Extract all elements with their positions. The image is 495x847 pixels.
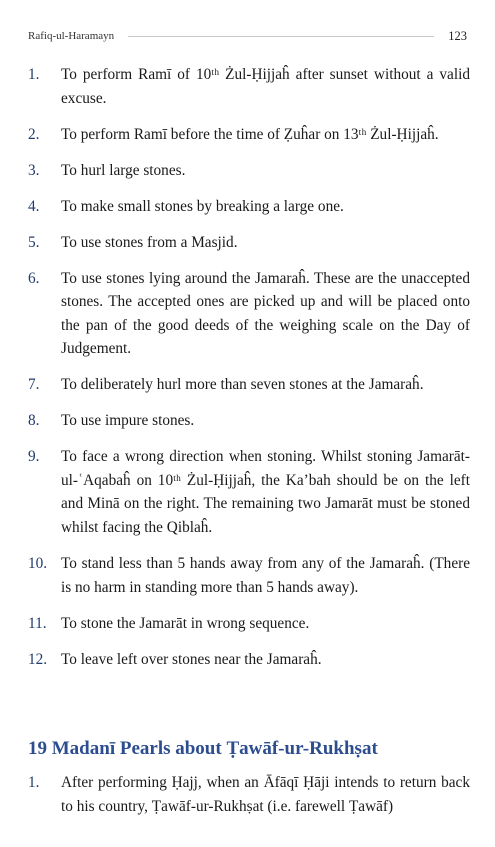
item-text: To hurl large stones. — [61, 161, 186, 179]
header-rule — [128, 36, 434, 37]
item-number: 7. — [28, 376, 40, 394]
list-item — [28, 612, 470, 636]
item-text: To face a wrong direction when stoning. Whilst stoning Jamarāt-ul-ʿAqabaĥ on 10ᵗʰ Żul-Ḥijjaĥ, the Ka’bah should be on the left and Minā on the right. The remaining two Jamarāt must be stoned whilst facing the Qiblaĥ. — [61, 448, 470, 537]
item-number: 5. — [28, 233, 40, 251]
item-number: 11. — [28, 614, 47, 632]
item-number: 10. — [28, 555, 48, 573]
item-number: 1. — [28, 774, 40, 791]
list-item — [28, 373, 470, 397]
list-item — [28, 123, 470, 147]
list-item — [28, 445, 470, 539]
list-tawaf-pearls — [28, 771, 470, 831]
item-text: To stone the Jamarāt in wrong sequence. — [61, 614, 310, 632]
list-item — [28, 771, 470, 818]
book-title: Rafiq-ul-Haramayn — [28, 30, 115, 42]
item-text: To use impure stones. — [61, 412, 195, 430]
item-text: To perform Ramī of 10ᵗʰ Żul-Ḥijjaĥ after sunset without a valid excuse. — [61, 66, 470, 107]
section-heading: 19 Madanī Pearls about Ṭawāf-ur-Rukhṣat — [28, 738, 378, 759]
item-text: To make small stones by breaking a large one. — [61, 197, 344, 215]
list-item — [28, 195, 470, 219]
item-text: To perform Ramī before the time of Ẓuĥar on 13ᵗʰ Żul-Ḥijjaĥ. — [61, 125, 439, 143]
item-number: 8. — [28, 412, 40, 430]
item-text: To deliberately hurl more than seven stones at the Jamaraĥ. — [61, 376, 424, 394]
page-number: 123 — [448, 28, 467, 43]
item-number: 9. — [28, 448, 40, 466]
item-number: 4. — [28, 197, 40, 215]
list-item — [28, 648, 470, 672]
item-text: To use stones lying around the Jamaraĥ. These are the unaccepted stones. The accepted ones are picked up and will be placed onto the pan of the good deeds of the weighing scale on the Day of Judgement. — [61, 269, 470, 358]
list-item — [28, 409, 470, 433]
item-text: To use stones from a Masjid. — [61, 233, 238, 251]
item-number: 12. — [28, 650, 48, 668]
item-text: To leave left over stones near the Jamaraĥ. — [61, 650, 322, 668]
list-disliked-acts — [28, 63, 470, 684]
running-header — [28, 28, 467, 44]
item-number: 2. — [28, 125, 40, 143]
item-number: 6. — [28, 269, 40, 287]
list-item — [28, 552, 470, 599]
list-item — [28, 267, 470, 361]
list-item — [28, 63, 470, 110]
item-number: 1. — [28, 66, 40, 83]
list-item — [28, 231, 470, 255]
item-text: To stand less than 5 hands away from any of the Jamaraĥ. (There is no harm in standing more than 5 hands away). — [61, 555, 470, 596]
list-item — [28, 159, 470, 183]
item-number: 3. — [28, 161, 40, 179]
item-text: After performing Ḥajj, when an Āfāqī Ḥāji intends to return back to his country, Ṭawāf-ur-Rukhṣat (i.e. farewell Ṭawāf) — [61, 774, 470, 815]
